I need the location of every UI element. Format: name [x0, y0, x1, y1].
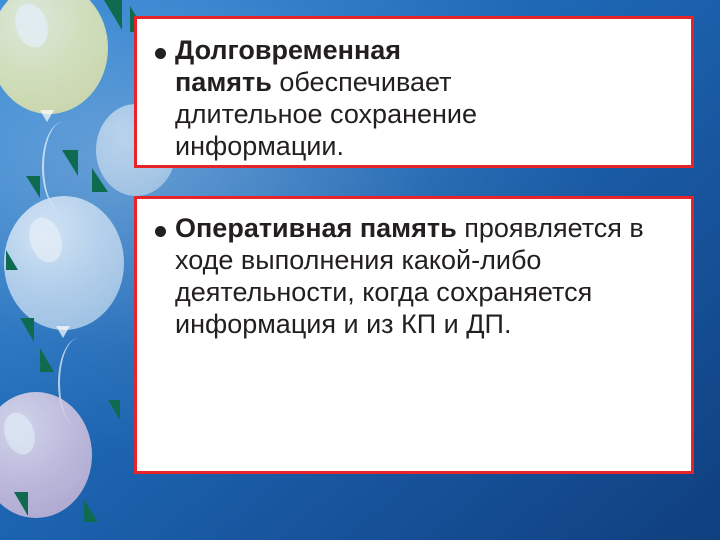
text-box-content [137, 19, 691, 162]
bullet-lead-text: Оперативная память [175, 213, 457, 243]
confetti-icon [14, 492, 28, 516]
balloon-highlight [24, 214, 68, 267]
bullet-dot-icon [155, 48, 166, 59]
text-box-long-term-memory[interactable] [134, 16, 694, 168]
bullet-text [175, 213, 675, 340]
bullet-item [155, 213, 677, 340]
confetti-icon [20, 318, 34, 342]
text-box-content [137, 199, 691, 340]
balloon-knot-icon [40, 110, 54, 122]
bullet-lead-text: Долговременная память [175, 35, 402, 97]
bullet-item [155, 35, 677, 162]
confetti-icon [104, 0, 122, 30]
balloon-knot-icon [56, 326, 70, 338]
confetti-icon [92, 168, 108, 192]
balloon-yellow-icon [0, 0, 108, 114]
confetti-icon [6, 250, 18, 270]
text-box-working-memory[interactable] [134, 196, 694, 474]
bullet-dot-icon [155, 226, 166, 237]
bullet-body-text: проявляется в ходе выполнения какой-либо деятельности, когда сохраняется информация и из КП и ДП. [175, 213, 644, 339]
balloon-highlight [0, 409, 40, 459]
confetti-icon [26, 176, 40, 198]
balloon-highlight [10, 0, 53, 52]
balloon-blue-icon [4, 196, 124, 330]
bullet-text [175, 35, 505, 162]
confetti-icon [108, 400, 120, 420]
confetti-icon [62, 150, 78, 176]
bullet-body-text: обеспечивает длительное сохранение информации. [175, 66, 478, 161]
confetti-icon [40, 348, 54, 372]
confetti-icon [84, 500, 98, 522]
